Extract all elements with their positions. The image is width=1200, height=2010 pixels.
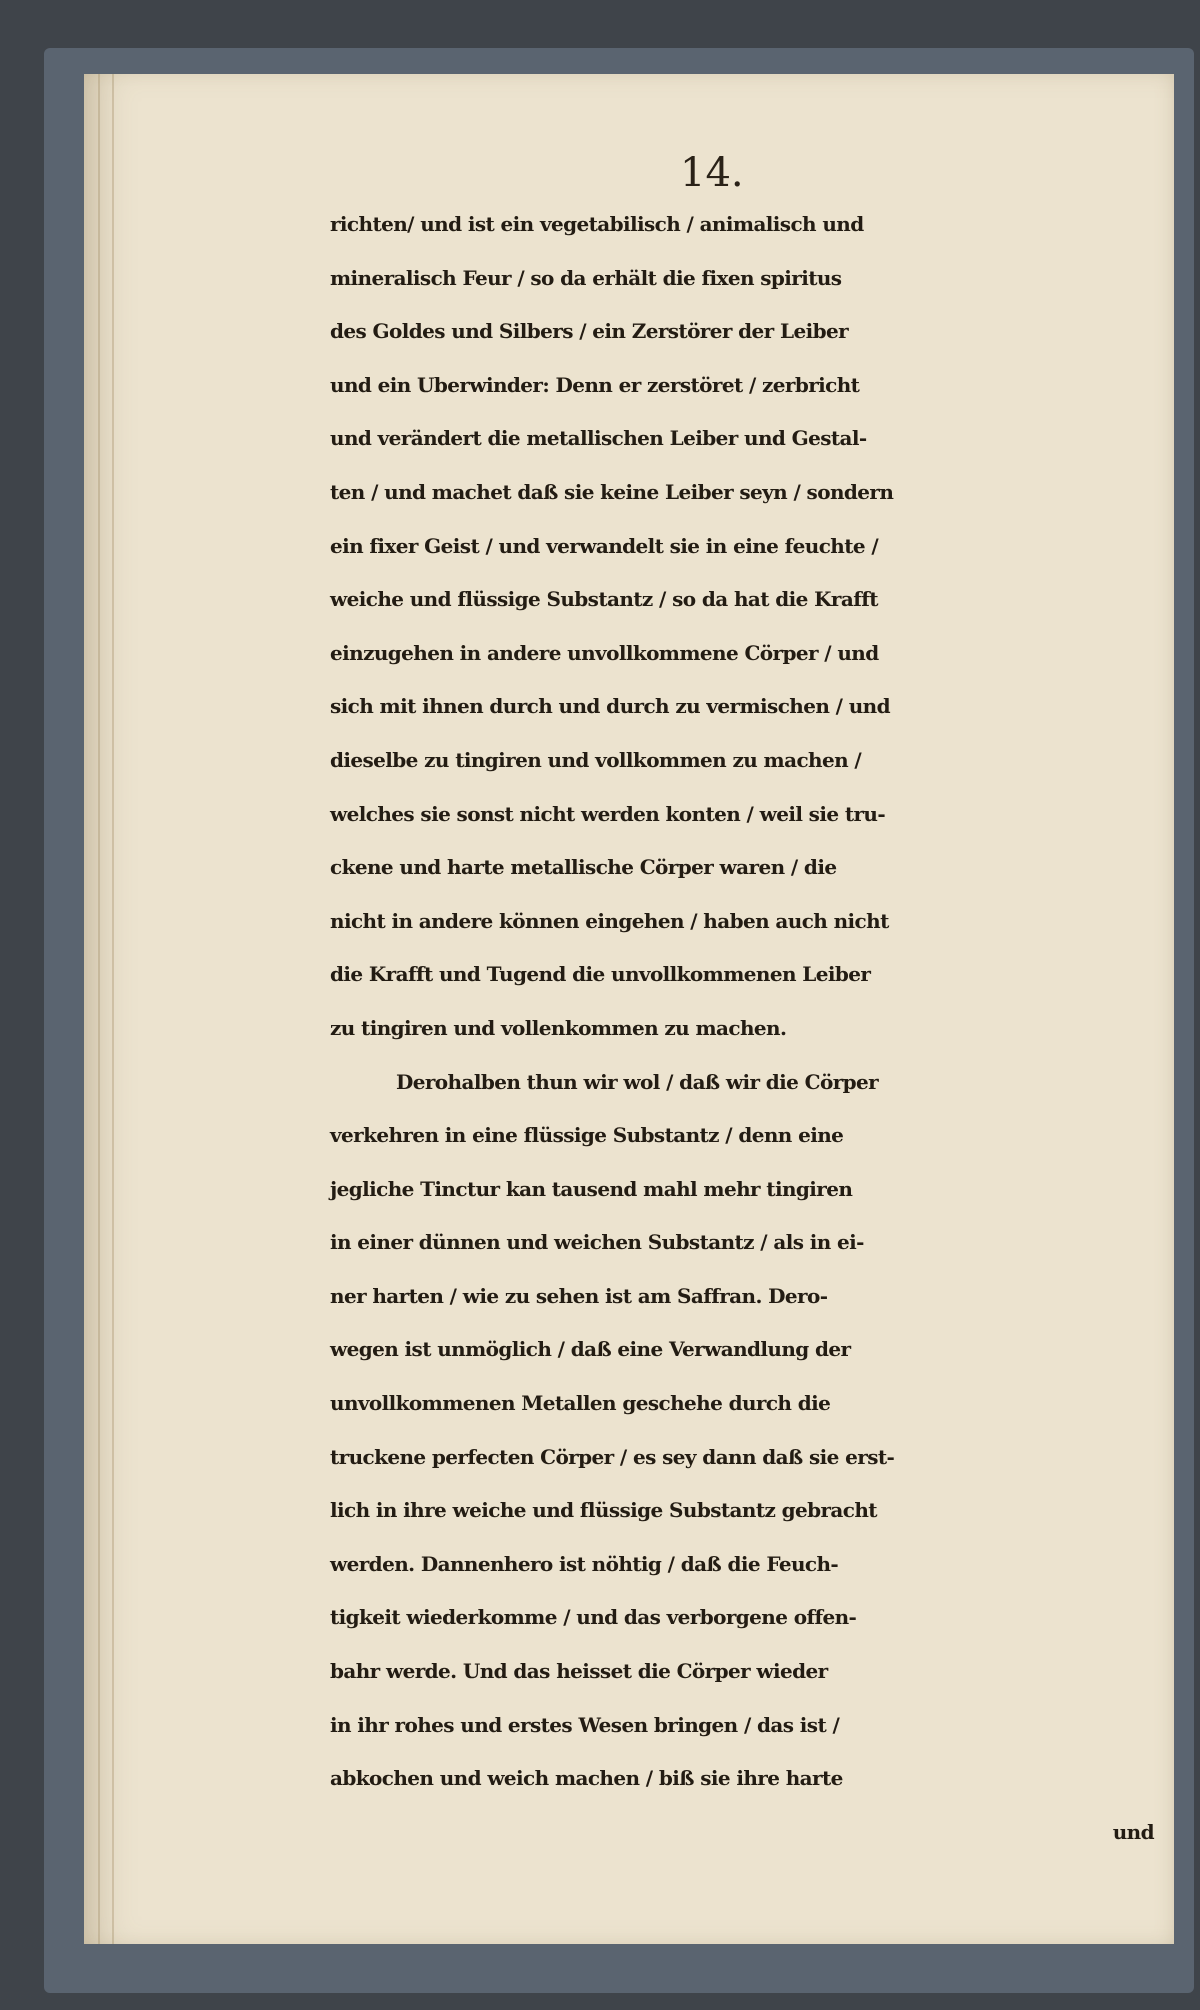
gutter-line [112, 74, 114, 1944]
text-line: zu tingiren und vollenkommen zu machen. [330, 1015, 787, 1040]
text-line: ckene und harte metallische Cörper waren / die [330, 855, 837, 880]
text-line: die Krafft und Tugend die unvollkommenen Leiber [330, 962, 871, 987]
text-line: lich in ihre weiche und flüssige Substantz gebracht [330, 1498, 877, 1523]
text-line: mineralisch Feur / so da erhält die fixen spiritus [330, 265, 842, 290]
text-line: sich mit ihnen durch und durch zu vermischen / und [330, 694, 890, 719]
text-line: des Goldes und Silbers / ein Zerstörer der Leiber [330, 319, 849, 344]
text-line: jegliche Tinctur kan tausend mahl mehr tingiren [330, 1176, 853, 1201]
text-line: richten/ und ist ein vegetabilisch / animalisch und [330, 212, 864, 236]
body-text [330, 198, 1170, 1859]
text-line: unvollkommenen Metallen geschehe durch die [330, 1391, 831, 1416]
text-line: welches sie sonst nicht werden konten / weil sie tru- [330, 801, 886, 826]
text-line: in ihr rohes und erstes Wesen bringen / das ist / [330, 1712, 840, 1737]
text-line: weiche und flüssige Substantz / so da hat die Krafft [330, 587, 878, 612]
text-line: und ein Uberwinder: Denn er zerstöret / zerbricht [330, 372, 860, 397]
page-number: 14. [680, 150, 744, 196]
gutter-line [98, 74, 100, 1944]
text-line: bahr werde. Und das heisset die Cörper wieder [330, 1659, 828, 1684]
text-line: wegen ist unmöglich / daß eine Verwandlung der [330, 1337, 851, 1362]
text-line: einzugehen in andere unvollkommene Cörper / und [330, 640, 879, 665]
text-line: werden. Dannenhero ist nöhtig / daß die Feuch- [330, 1551, 839, 1576]
text-line: tigkeit wiederkomme / und das verborgene offen- [330, 1605, 857, 1630]
text-line: abkochen und weich machen / biß sie ihre harte [330, 1766, 843, 1791]
text-line: ten / und machet daß sie keine Leiber seyn / sondern [330, 479, 894, 504]
catchword: und [1112, 1819, 1154, 1844]
text-line: in einer dünnen und weichen Substantz / als in ei- [330, 1230, 864, 1255]
text-line: dieselbe zu tingiren und vollkommen zu machen / [330, 747, 862, 772]
text-line: ner harten / wie zu sehen ist am Saffran. Dero- [330, 1283, 828, 1308]
text-line: verkehren in eine flüssige Substantz / denn eine [330, 1123, 844, 1148]
text-line: ein fixer Geist / und verwandelt sie in eine feuchte / [330, 533, 879, 558]
paragraph-start-line: Derohalben thun wir wol / daß wir die Cörper [396, 1069, 879, 1094]
text-line: truckene perfecten Cörper / es sey dann daß sie erst- [330, 1444, 895, 1469]
text-line: nicht in andere können eingehen / haben auch nicht [330, 908, 889, 933]
text-line: und verändert die metallischen Leiber und Gestal- [330, 426, 867, 451]
